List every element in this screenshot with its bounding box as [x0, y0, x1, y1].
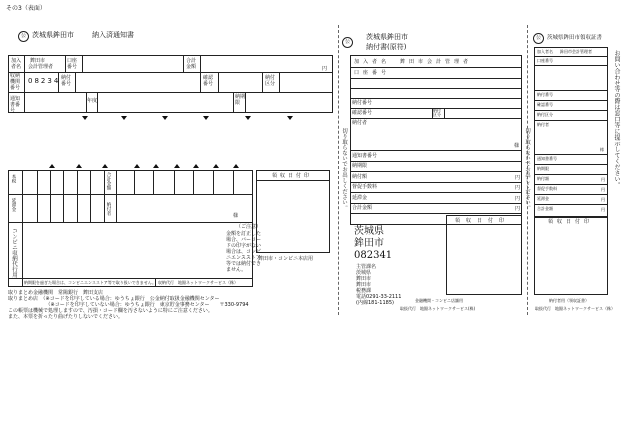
yen-unit: 円 [515, 196, 521, 202]
notice-no-label: 通知書番号 [10, 96, 21, 114]
divider [218, 72, 219, 92]
divider [534, 120, 608, 121]
digit-divider [90, 170, 91, 222]
account-no-label: 口座番号 [354, 70, 391, 76]
inquiry-note: お問い合わせ等の際は窓口等に提示してください。 [613, 50, 620, 188]
digit-divider [77, 170, 78, 222]
notice-line: 場合は、コンビ [226, 249, 262, 255]
notice-line: 場合、バーコー [226, 237, 262, 243]
deadline-label: 納期限 [352, 163, 368, 169]
payment-class-label: 納付区分 [265, 75, 276, 87]
divider [8, 194, 253, 195]
payee-text: 鉾田市会計管理者 [560, 49, 592, 54]
notice-line: ドの印字がない [226, 243, 262, 249]
notice-line: ません。 [226, 267, 247, 273]
cut-marker-icon [121, 116, 127, 120]
address-line: (内線181-1185) [356, 300, 394, 306]
divider [534, 65, 608, 66]
total-label: 合計 [186, 58, 197, 64]
fee-label: 督促手数料 [537, 186, 557, 191]
confirm-no-label: 確認番号 [537, 102, 553, 107]
total-label: 合計金額 [537, 206, 553, 211]
perforation-line [338, 25, 339, 315]
divider [350, 203, 522, 204]
footer-note-line: 取りまとめ金融機関 常陽銀行 鉾田支店 [8, 290, 104, 296]
payer-label: 納付者 [537, 122, 549, 127]
notice-no-label: 通知書番号 [352, 153, 378, 159]
yen-unit: 円 [515, 175, 521, 181]
address-line: 鉾田市 [356, 282, 372, 288]
footer-note-line: （※コードを印字していない場合：ゆうちょ銀行 東京貯金事務センター 〒330-9794 [8, 302, 249, 308]
cut-marker-icon [213, 164, 219, 168]
yen-unit: 円 [601, 207, 605, 212]
cut-marker-icon [76, 164, 82, 168]
main-tax-label: 本税 [11, 174, 16, 183]
notice-line: ニエンスストア [226, 255, 261, 261]
page-label: その3（表面） [6, 5, 46, 12]
account-label: 口座 [67, 58, 78, 64]
notice-line: 等では納付でき [226, 261, 262, 267]
address-city: 鉾田市 [354, 238, 384, 249]
total-label: 金額 [186, 64, 197, 70]
divider [350, 67, 522, 68]
delinquent-label: 延滞金 [537, 196, 549, 201]
yen-unit: 円 [601, 197, 605, 202]
divider [8, 92, 333, 93]
municipal-seal-icon: 公 [342, 37, 353, 48]
subscriber-label: 加入 [11, 58, 22, 64]
digit-divider [233, 170, 234, 194]
divider [183, 55, 184, 72]
divider [65, 55, 66, 72]
payer-label: 納付者 [352, 120, 368, 126]
middle-form-table [350, 55, 522, 225]
footer-note-line: この帳票は機械で処理しますので、汚損・コード欄を汚さないように特にご注意ください。 [8, 308, 213, 314]
divider [350, 88, 522, 89]
address-detail [356, 264, 401, 306]
divider [22, 170, 23, 287]
cut-marker-icon [233, 164, 239, 168]
digit-divider [37, 170, 38, 222]
divider [350, 192, 522, 193]
payment-no-label: 納付番号 [61, 75, 72, 87]
divider [200, 72, 201, 92]
left-title-doc: 納入済通知書 [92, 31, 134, 39]
collection-label: 収納機関番号 [10, 73, 21, 91]
barcode-note: 納期限を過ぎた場合は、コンビニエンスストア等で取り扱いできません。 [24, 280, 156, 285]
payment-class-label: 納付区分 [433, 108, 441, 117]
divider [8, 278, 253, 279]
divider [444, 108, 445, 118]
subscriber-name-label: 加入者名 [354, 59, 391, 65]
divider [350, 78, 522, 79]
address-prefecture: 茨城県 [354, 226, 384, 237]
deadline-label: 納期限 [235, 94, 246, 106]
right-title: 茨城県鉾田市領収証書 [547, 35, 603, 41]
receipt-stamp-label: 領収日付印 [272, 173, 313, 179]
receipt-stamp-label: 領収日付印 [455, 218, 511, 224]
cut-marker-icon [102, 164, 108, 168]
cut-marker-icon [174, 164, 180, 168]
payee-text: 会計管理者 [28, 64, 54, 70]
digit-divider [50, 170, 51, 222]
left-stamp-box [256, 170, 330, 253]
divider [350, 161, 522, 162]
divider [534, 164, 608, 165]
cut-marker-icon [153, 164, 159, 168]
address-line: 税務課 [356, 288, 372, 294]
municipal-seal-icon: 公 [18, 31, 29, 42]
digit-divider [174, 170, 175, 194]
divider [279, 72, 280, 92]
subscriber-name-label: 加入者名 [537, 49, 553, 54]
honorific-sama: 様 [233, 213, 239, 219]
divider [8, 222, 253, 223]
address-line: 主管課名 [356, 264, 377, 270]
middle-bottom-agent: 取扱代行 地銀ネットワークサービス(株) [400, 306, 476, 311]
cut-marker-icon [287, 116, 293, 120]
yen-unit: 円 [515, 185, 521, 191]
digit-divider [63, 170, 64, 222]
confirm-no-label: 確認番号 [352, 110, 373, 116]
notice-line: 金額を訂正した [226, 231, 262, 237]
footer-note-line: 取りまとめ店 （※コードを印字している場合：ゆうちょ銀行 公金納付取扱金融機関センター [8, 296, 220, 302]
notice-no-label: 通知書番号 [537, 156, 557, 161]
address-line: 茨城県 [356, 270, 372, 276]
divider [200, 55, 201, 72]
payment-no-label: 納付番号 [352, 100, 373, 106]
divider [262, 72, 263, 92]
postal-code: 082341 [354, 250, 393, 261]
divider [75, 72, 76, 92]
divider [8, 72, 333, 73]
municipal-seal-icon: 公 [533, 33, 544, 44]
divider [534, 204, 608, 205]
divider [534, 56, 608, 57]
confirm-no-label: 確認番号 [203, 75, 214, 87]
divider [97, 92, 98, 113]
divider [534, 174, 608, 175]
payee-text: 鉾田市 [30, 58, 46, 64]
collection-number: 08234 [28, 77, 61, 85]
account-no-label: 口座番号 [537, 58, 553, 63]
divider [534, 90, 608, 91]
right-stamp-box [534, 217, 608, 295]
cut-marker-icon [193, 164, 199, 168]
divider [350, 182, 522, 183]
right-bottom-label: 納付者用（領収証書） [549, 298, 589, 303]
account-label: 番号 [67, 64, 78, 70]
digit-divider [213, 170, 214, 194]
footer-notes [8, 290, 249, 320]
right-bottom-agent: 取扱代行 地銀ネットワークサービス（株） [535, 306, 615, 311]
digit-divider [153, 170, 154, 194]
yen-unit: 円 [515, 206, 521, 212]
divider [534, 194, 608, 195]
divider [534, 100, 608, 101]
divider [350, 150, 522, 151]
total-amount-label: 合計金額 [106, 172, 111, 190]
cut-marker-icon [134, 164, 140, 168]
divider [534, 184, 608, 185]
digit-divider [134, 170, 135, 194]
middle-side-note: 切り取らないでお出しください。 [341, 128, 347, 211]
yen-unit: 円 [601, 187, 605, 192]
divider [245, 92, 246, 113]
address-line: 鉾田市 [356, 276, 372, 282]
perforation-line [527, 25, 528, 315]
divider [116, 170, 117, 222]
divider [534, 154, 608, 155]
footer-note-line: また、本票を折ったり曲げたりしないでください。 [8, 314, 124, 320]
digit-divider [193, 170, 194, 194]
year-label: 年度 [87, 98, 98, 104]
total-label: 合計金額 [352, 205, 373, 211]
payment-amount-label: 納付額 [352, 174, 368, 180]
middle-bottom-label: 金融機関・コンビニ店舗用 [415, 298, 463, 303]
yen-unit: 円 [601, 177, 605, 182]
middle-title-city: 茨城県鉾田市 [366, 33, 408, 41]
fee-label: 督促手数料 [352, 184, 378, 190]
payment-class-label: 納付区分 [537, 112, 553, 117]
cut-marker-icon [245, 116, 251, 120]
payee-text: 鉾田市会計管理者 [400, 59, 473, 65]
receipt-stamp-label: 領収日付印 [548, 219, 594, 225]
honorific-sama: 様 [600, 147, 604, 152]
receiver-label: 鉾田市・コンビニ本店用 [258, 256, 314, 262]
divider [534, 110, 608, 111]
left-title-city: 茨城県鉾田市 [32, 31, 74, 39]
right-side-note: 切り取らないでお出しください。 [524, 128, 530, 211]
honorific-sama: 様 [514, 143, 520, 149]
deadline-label: 納期限 [537, 166, 549, 171]
delinquent-label: 延滞金 [352, 195, 368, 201]
payment-amount-label: 納付額 [537, 176, 549, 181]
agent-note: 収納代行 地銀ネットワークサービス（株） [158, 280, 238, 285]
payment-no-label: 納付番号 [537, 92, 553, 97]
subscriber-label: 者名 [11, 64, 22, 70]
middle-title-doc: 納付書(原符) [366, 43, 407, 51]
divider [350, 171, 522, 172]
delinquent-label: 延滞金 [11, 198, 16, 212]
divider [350, 118, 522, 119]
cut-marker-icon [203, 116, 209, 120]
cut-marker-icon [162, 116, 168, 120]
yen-unit: 円 [322, 66, 328, 72]
cut-marker-icon [49, 164, 55, 168]
cut-marker-icon [82, 116, 88, 120]
convenience-label: コンビニ収納代行用 [11, 228, 17, 278]
divider [350, 98, 522, 99]
left-amount-table [8, 170, 253, 287]
payer-label: 納付者 [106, 202, 111, 216]
notice-title: （ご注意） [236, 224, 262, 230]
divider [24, 55, 25, 113]
address-line: 電話0291-33-2111 [356, 294, 402, 300]
divider [82, 55, 83, 72]
middle-stamp-box [446, 215, 522, 295]
divider [233, 92, 234, 113]
divider [350, 213, 522, 214]
divider [256, 180, 330, 181]
